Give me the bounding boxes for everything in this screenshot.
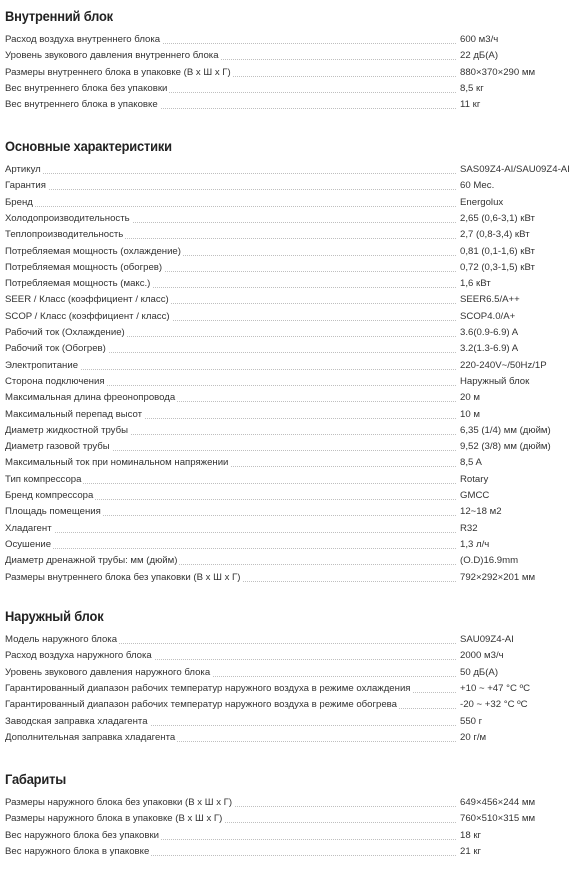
- spec-value: 20 м: [460, 392, 480, 404]
- spec-label: Сторона подключения: [5, 375, 105, 387]
- spec-label: Гарантированный диапазон рабочих температур наружного воздуха в режиме охлаждения: [5, 682, 411, 694]
- spec-label: Диаметр жидкостной трубы: [5, 424, 128, 436]
- spec-row: [0, 572, 578, 588]
- spec-label: SEER / Класс (коэффициент / класс): [5, 294, 169, 306]
- spec-value: 880×370×290 мм: [460, 66, 536, 78]
- spec-value: 3.2(1.3-6.9) A: [460, 343, 519, 355]
- spec-label: Осушение: [5, 538, 52, 550]
- spec-label: Артикул: [5, 164, 41, 175]
- spec-value: 20 г/м: [460, 731, 487, 743]
- spec-label: Рабочий ток (Обогрев): [5, 343, 106, 355]
- spec-row: [0, 311, 578, 327]
- spec-row: [0, 650, 578, 666]
- spec-value: 21 кг: [460, 845, 482, 857]
- spec-label: Хладагент: [5, 522, 52, 534]
- dotted-leader: [6, 548, 456, 549]
- spec-row: [0, 555, 578, 571]
- spec-row: [0, 34, 578, 50]
- spec-value: Energolux: [460, 196, 504, 208]
- section-title: Габариты: [5, 771, 67, 787]
- spec-label: Расход воздуха внутреннего блока: [5, 34, 161, 45]
- spec-value: SCOP4.0/A+: [460, 310, 516, 322]
- spec-value: GMCC: [460, 490, 490, 501]
- spec-label: SCOP / Класс (коэффициент / класс): [5, 310, 170, 322]
- spec-value: -20 ~ +32 °С ºC: [460, 699, 528, 711]
- section-title: Наружный блок: [5, 608, 104, 624]
- spec-label: Вес наружного блока без упаковки: [5, 829, 160, 841]
- spec-label: Потребляемая мощность (макс.): [5, 278, 151, 290]
- spec-label: Модель наружного блока: [5, 634, 118, 645]
- spec-value: 600 м3/ч: [460, 34, 499, 45]
- spec-value: 2000 м3/ч: [460, 650, 504, 662]
- spec-row: [0, 343, 578, 359]
- spec-value: 220-240V~/50Hz/1P: [460, 359, 547, 371]
- spec-label: Потребляемая мощность (охлаждение): [5, 245, 181, 257]
- spec-label: Бренд: [5, 196, 33, 208]
- spec-row: [0, 441, 578, 457]
- spec-label: Потребляемая мощность (обогрев): [5, 261, 163, 273]
- spec-row: [0, 425, 578, 441]
- spec-label: Максимальный перепад высот: [5, 408, 143, 420]
- spec-row: [0, 327, 578, 343]
- spec-row: [0, 392, 578, 408]
- spec-value: 1,3 л/ч: [460, 538, 490, 550]
- spec-label: Электропитание: [5, 359, 79, 371]
- spec-value: 8,5 A: [460, 457, 482, 469]
- spec-value: 2,7 (0,8-3,4) кВт: [460, 229, 530, 241]
- dotted-leader: [6, 532, 456, 533]
- spec-value: 12~18 м2: [460, 506, 502, 518]
- spec-row: [0, 506, 578, 522]
- spec-row: [0, 360, 578, 376]
- spec-value: SEER6.5/A++: [460, 294, 520, 306]
- spec-label: Размеры внутреннего блока в упаковке (В х Ш х Г): [5, 66, 231, 78]
- spec-label: Тип компрессора: [5, 473, 82, 485]
- section-title: Внутренний блок: [5, 8, 113, 24]
- spec-row: [0, 716, 578, 732]
- spec-label: Холодопроизводительность: [5, 212, 130, 224]
- spec-value: 792×292×201 мм: [460, 571, 536, 583]
- spec-row: [0, 229, 578, 245]
- spec-label: Площадь помещения: [5, 506, 101, 518]
- spec-row: [0, 262, 578, 278]
- spec-row: [0, 474, 578, 490]
- spec-row: [0, 99, 578, 115]
- spec-row: [0, 813, 578, 829]
- spec-label: Теплопроизводительность: [5, 229, 124, 241]
- spec-value: 6,35 (1/4) мм (дюйм): [460, 424, 551, 436]
- spec-row: [0, 490, 578, 506]
- spec-value: Наружный блок: [460, 375, 530, 387]
- spec-row: [0, 67, 578, 83]
- spec-label: Размеры наружного блока без упаковки (В х Ш х Г): [5, 797, 233, 808]
- spec-label: Размеры наружного блока в упаковке (В х Ш х Г): [5, 813, 223, 825]
- spec-value: 22 дБ(А): [460, 50, 499, 62]
- spec-value: 760×510×315 мм: [460, 813, 536, 825]
- spec-value: SAS09Z4-AI/SAU09Z4-AI: [460, 164, 570, 175]
- spec-row: [0, 457, 578, 473]
- spec-row: [0, 846, 578, 862]
- spec-value: 50 дБ(А): [460, 666, 499, 678]
- spec-label: Максимальная длина фреонопровода: [5, 392, 176, 404]
- spec-value: 18 кг: [460, 829, 482, 841]
- spec-label: Гарантия: [5, 180, 46, 192]
- spec-label: Диаметр дренажной трубы: мм (дюйм): [5, 555, 178, 567]
- spec-row: [0, 246, 578, 262]
- spec-row: [0, 699, 578, 715]
- spec-value: Rotary: [460, 473, 489, 485]
- dotted-leader: [6, 206, 456, 207]
- spec-row: [0, 83, 578, 99]
- spec-label: Вес внутреннего блока без упаковки: [5, 82, 168, 94]
- section-title: Основные характеристики: [5, 138, 172, 154]
- spec-value: 9,52 (3/8) мм (дюйм): [460, 441, 551, 453]
- spec-value: 3.6(0.9-6.9) A: [460, 327, 519, 338]
- spec-value: 8,5 кг: [460, 82, 484, 94]
- spec-label: Рабочий ток (Охлаждение): [5, 327, 125, 338]
- spec-label: Уровень звукового давления наружного блока: [5, 666, 211, 678]
- spec-label: Вес наружного блока в упаковке: [5, 845, 150, 857]
- spec-label: Размеры внутреннего блока без упаковки (В х Ш х Г): [5, 571, 241, 583]
- dotted-leader: [6, 173, 456, 174]
- spec-label: Гарантированный диапазон рабочих температур наружного воздуха в режиме обогрева: [5, 699, 397, 711]
- spec-value: 2,65 (0,6-3,1) кВт: [460, 212, 535, 224]
- spec-value: 649×456×244 мм: [460, 797, 536, 808]
- spec-row: [0, 523, 578, 539]
- spec-value: 60 Мес.: [460, 180, 495, 192]
- spec-label: Бренд компрессора: [5, 490, 94, 501]
- spec-label: Дополнительная заправка хладагента: [5, 731, 176, 743]
- spec-row: [0, 180, 578, 196]
- spec-value: (O.D)16.9mm: [460, 555, 519, 567]
- spec-row: [0, 539, 578, 555]
- spec-label: Диаметр газовой трубы: [5, 441, 110, 453]
- spec-label: Максимальный ток при номинальном напряжении: [5, 457, 229, 469]
- spec-row: [0, 213, 578, 229]
- spec-row: [0, 409, 578, 425]
- spec-value: 0,72 (0,3-1,5) кВт: [460, 261, 535, 273]
- spec-label: Уровень звукового давления внутреннего блока: [5, 50, 219, 62]
- spec-value: 550 г: [460, 715, 483, 727]
- spec-value: 11 кг: [460, 99, 481, 111]
- spec-row: [0, 197, 578, 213]
- spec-value: 1,6 кВт: [460, 278, 491, 290]
- spec-row: [0, 797, 578, 813]
- spec-label: Вес внутреннего блока в упаковке: [5, 99, 158, 111]
- spec-row: [0, 732, 578, 748]
- spec-row: [0, 294, 578, 310]
- spec-row: [0, 50, 578, 66]
- spec-label: Расход воздуха наружного блока: [5, 650, 152, 662]
- spec-row: [0, 683, 578, 699]
- spec-row: [0, 164, 578, 180]
- spec-label: Заводская заправка хладагента: [5, 715, 148, 727]
- spec-row: [0, 376, 578, 392]
- spec-value: 10 м: [460, 408, 480, 420]
- spec-row: [0, 830, 578, 846]
- spec-value: 0,81 (0,1-1,6) кВт: [460, 245, 535, 257]
- spec-row: [0, 634, 578, 650]
- spec-row: [0, 278, 578, 294]
- spec-value: +10 ~ +47 °С ºC: [460, 682, 531, 694]
- dotted-leader: [6, 189, 456, 190]
- spec-value: R32: [460, 522, 478, 534]
- spec-value: SAU09Z4-AI: [460, 634, 514, 645]
- spec-row: [0, 667, 578, 683]
